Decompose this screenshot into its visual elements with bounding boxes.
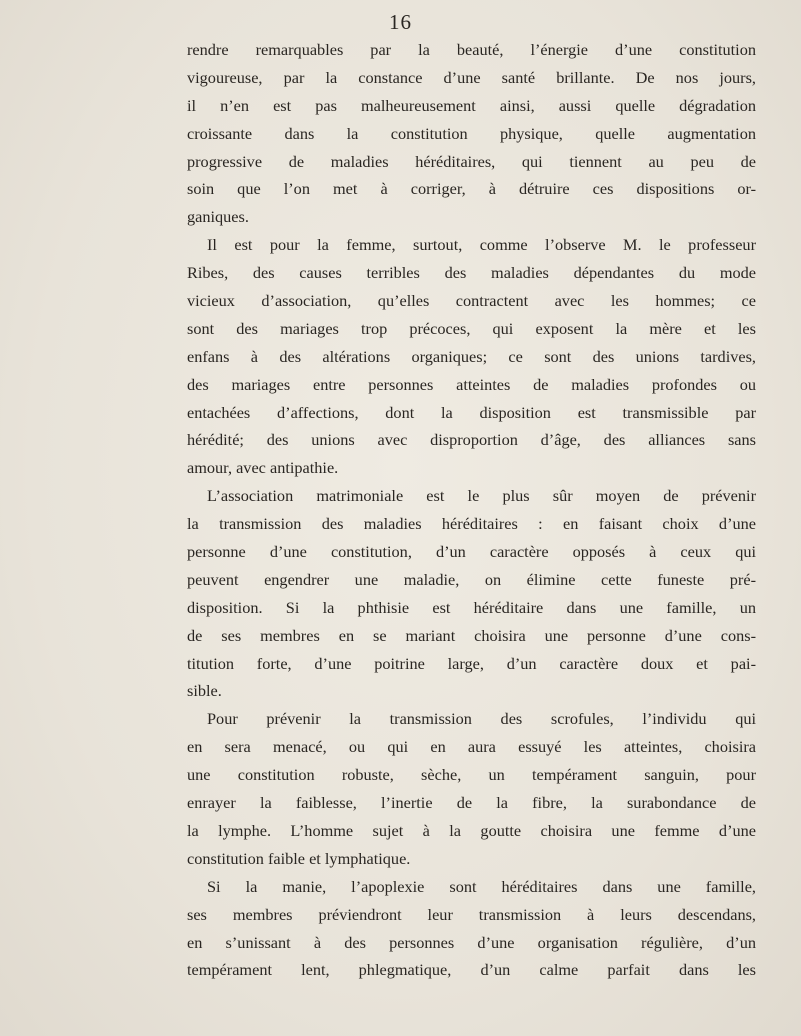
text-line: sont des mariages trop précoces, qui exposent la mère et les <box>187 318 756 338</box>
text-line: soin que l’on met à corriger, à détruire ces dispositions or- <box>187 179 756 199</box>
text-line: il n’en est pas malheureusement ainsi, aussi quelle dégradation <box>187 95 756 115</box>
text-line: ganiques. <box>187 207 249 227</box>
text-line: entachées d’affections, dont la disposition est transmissible par <box>187 402 756 422</box>
text-line: croissante dans la constitution physique, quelle augmentation <box>187 123 756 143</box>
page-number: 16 <box>389 10 412 34</box>
text-line: Si la manie, l’apoplexie sont héréditaires dans une famille, <box>207 876 756 896</box>
text-line: Il est pour la femme, surtout, comme l’observe M. le professeur <box>207 235 756 255</box>
text-line: ses membres préviendront leur transmission à leurs descendans, <box>187 904 756 924</box>
text-line: vigoureuse, par la constance d’une santé brillante. De nos jours, <box>187 67 756 87</box>
body-text <box>187 36 756 984</box>
text-line: en s’unissant à des personnes d’une organisation régulière, d’un <box>187 932 756 952</box>
text-line: hérédité; des unions avec disproportion d’âge, des alliances sans <box>187 430 756 450</box>
paragraph <box>187 482 756 705</box>
text-line: titution forte, d’une poitrine large, d’un caractère doux et pai- <box>187 653 756 673</box>
text-line: tempérament lent, phlegmatique, d’un calme parfait dans les <box>187 960 756 980</box>
text-line: des mariages entre personnes atteintes de maladies profondes ou <box>187 374 756 394</box>
paragraph <box>187 705 756 872</box>
text-line: personne d’une constitution, d’un caractère opposés à ceux qui <box>187 542 756 562</box>
text-line: vicieux d’association, qu’elles contractent avec les hommes; ce <box>187 291 756 311</box>
text-line: de ses membres en se mariant choisira une personne d’une cons- <box>187 625 756 645</box>
paragraph <box>187 36 756 231</box>
text-line: sible. <box>187 681 222 701</box>
text-line: disposition. Si la phthisie est héréditaire dans une famille, un <box>187 597 756 617</box>
text-line: L’association matrimoniale est le plus sûr moyen de prévenir <box>207 486 756 506</box>
text-line: amour, avec antipathie. <box>187 458 339 478</box>
text-line: la transmission des maladies héréditaires : en faisant choix d’une <box>187 514 756 534</box>
text-line: Pour prévenir la transmission des scrofules, l’individu qui <box>207 709 756 729</box>
text-line: en sera menacé, ou qui en aura essuyé les atteintes, choisira <box>187 737 756 757</box>
text-line: enfans à des altérations organiques; ce sont des unions tardives, <box>187 346 756 366</box>
text-line: peuvent engendrer une maladie, on élimine cette funeste pré- <box>187 569 756 589</box>
text-line: rendre remarquables par la beauté, l’énergie d’une constitution <box>187 40 756 59</box>
paragraph <box>187 873 756 985</box>
text-line: constitution faible et lymphatique. <box>187 848 411 868</box>
text-line: la lymphe. L’homme sujet à la goutte choisira une femme d’une <box>187 820 756 840</box>
text-line: Ribes, des causes terribles des maladies dépendantes du mode <box>187 263 756 283</box>
text-line: une constitution robuste, sèche, un tempérament sanguin, pour <box>187 765 756 785</box>
text-line: enrayer la faiblesse, l’inertie de la fibre, la surabondance de <box>187 793 756 813</box>
text-line: progressive de maladies héréditaires, qui tiennent au peu de <box>187 151 756 171</box>
paragraph <box>187 231 756 482</box>
